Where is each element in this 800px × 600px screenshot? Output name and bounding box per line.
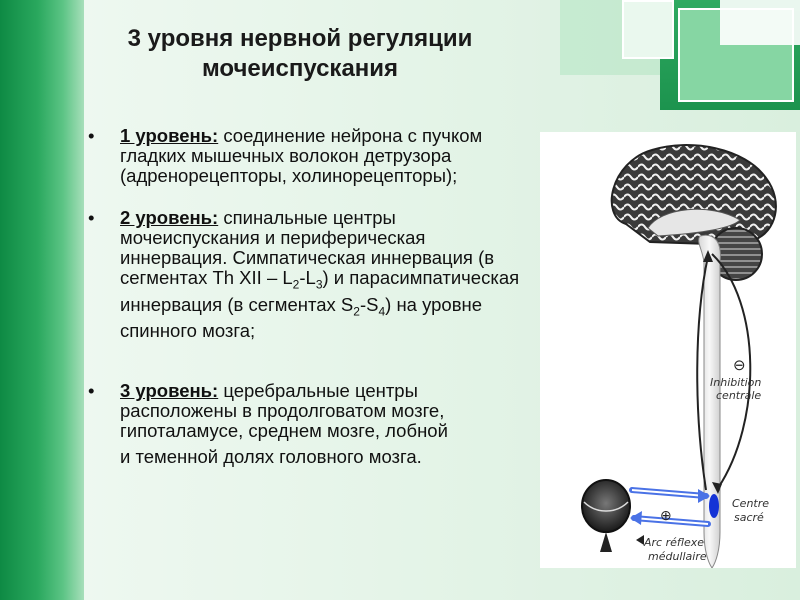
corner-decoration (720, 0, 800, 45)
slide-title-line: 3 уровня нервной регуляции (127, 25, 473, 52)
subscript: 2 (353, 304, 360, 319)
level-text: -S (359, 293, 379, 315)
figure-label-centre: Centre (732, 497, 770, 510)
figure-label-centre: sacré (734, 511, 764, 524)
bullet-level-1 (88, 126, 528, 186)
figure-label-arc: médullaire (648, 550, 707, 563)
level-label: 2 уровень: (120, 207, 219, 228)
bullet-icon: • (88, 207, 95, 228)
corner-decoration (622, 0, 674, 59)
plus-icon: ⊕ (660, 507, 672, 523)
slide-title (100, 24, 500, 84)
bullet-icon: • (88, 125, 95, 146)
bullet-level-2 (88, 208, 528, 341)
figure-label-arc: Arc réflexe (644, 536, 705, 549)
level-text: ) и парасимпатическая иннервация (в сегментах S (120, 267, 520, 315)
figure-label-inhibition: centrale (716, 389, 762, 402)
level-text: -L (299, 267, 316, 288)
minus-icon: ⊖ (733, 357, 746, 374)
level-text: и теменной долях головного мозга. (120, 446, 422, 468)
level-text: ) на уровне спинного мозга; (120, 293, 483, 342)
figure-svg (540, 132, 796, 568)
sacral-centre-nucleus (709, 494, 719, 518)
figure-label-inhibition: Inhibition (710, 376, 762, 389)
subscript: 3 (315, 277, 323, 292)
subscript: 2 (292, 277, 300, 292)
level-text: соединение нейрона с пучком гладких мышечных волокон детрузора (адренорецепторы, холинорецепторы); (120, 125, 483, 186)
left-accent-strip (0, 0, 84, 600)
bullet-list (88, 126, 528, 467)
subscript: 4 (378, 304, 386, 319)
level-label: 1 уровень: (120, 125, 219, 146)
level-label: 3 уровень: (120, 380, 219, 402)
bullet-icon: • (88, 380, 95, 402)
neuro-regulation-figure (540, 132, 796, 568)
level-text: спинальные центры мочеиспускания и периферическая иннервация. Симпатическая иннервация (в сегментах Th XII – L (120, 207, 495, 288)
level-text: церебральные центры расположены в продолговатом мозге, гипоталамусе, среднем мозге, лобной (120, 380, 448, 442)
bullet-level-3 (88, 381, 528, 467)
slide-title-line: мочеиспускания (201, 55, 399, 82)
